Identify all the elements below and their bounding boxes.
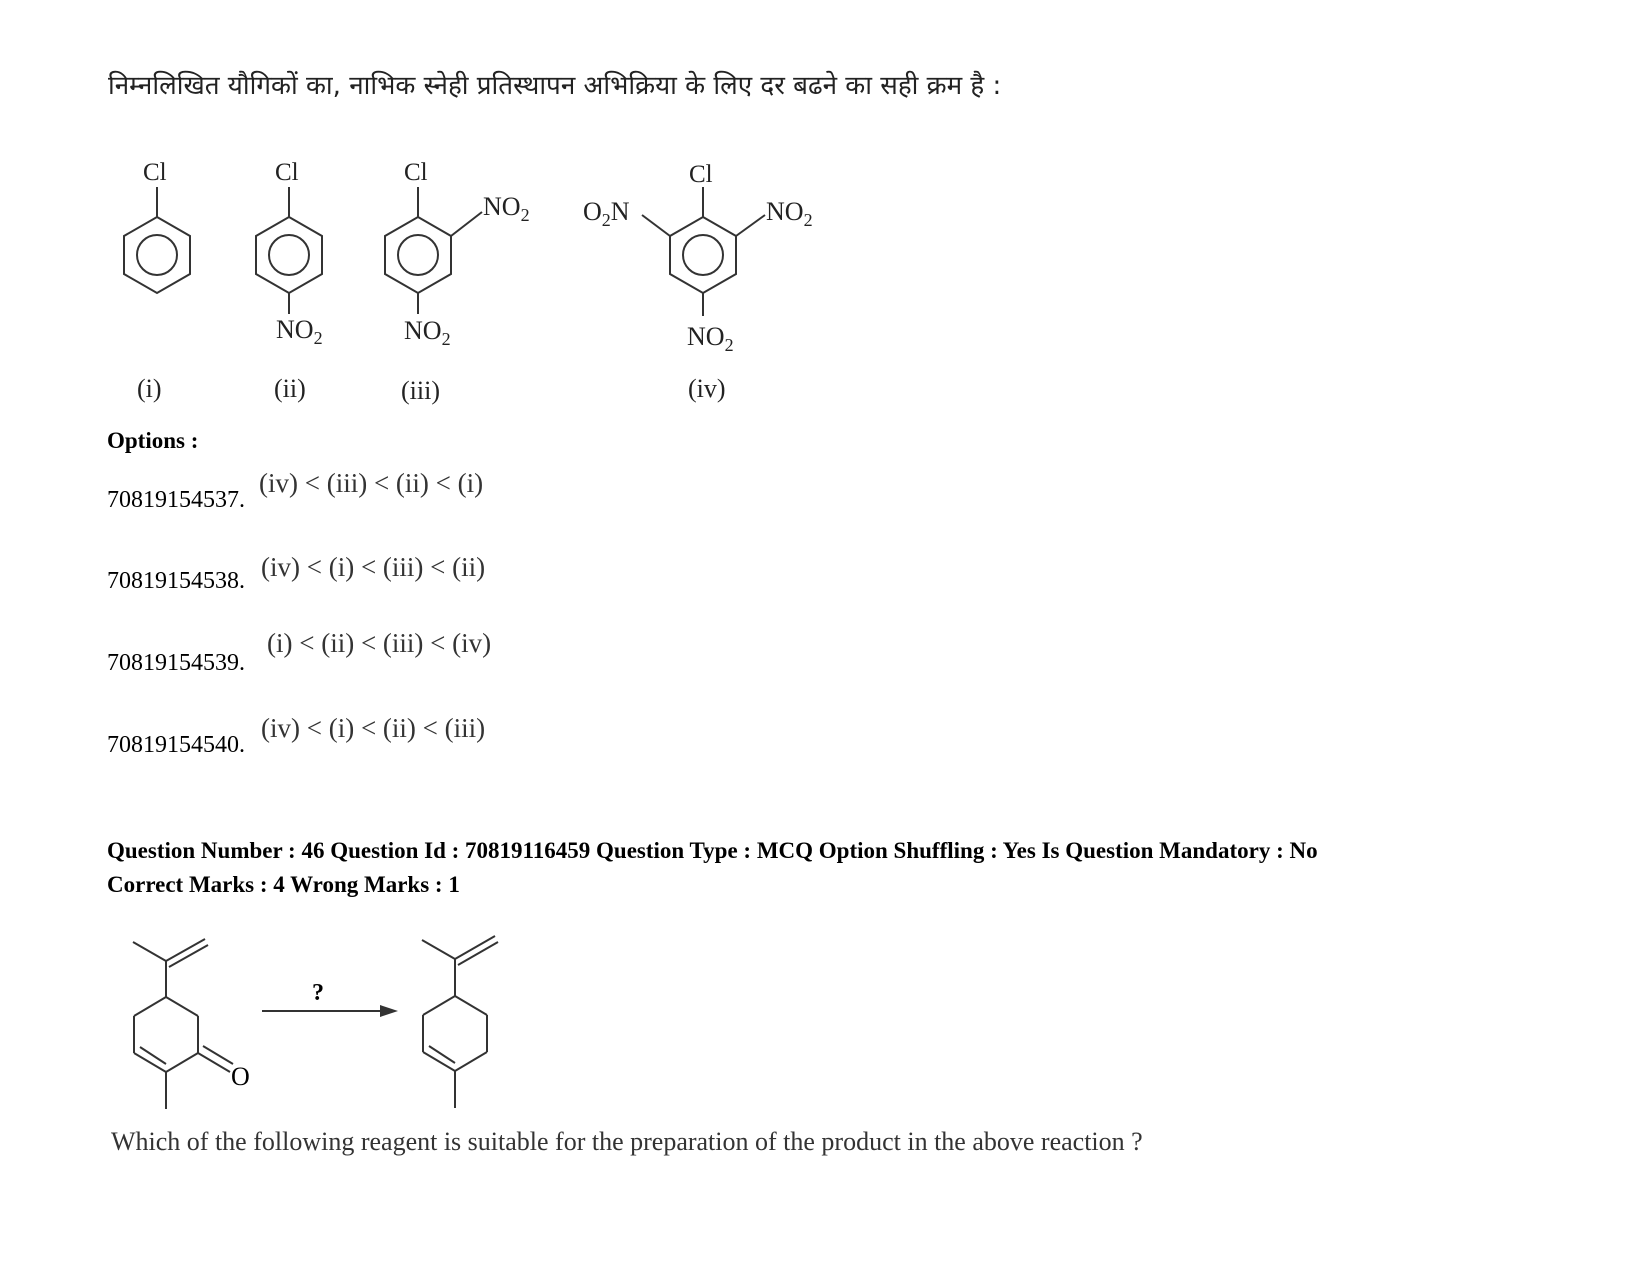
options-label: Options : — [107, 428, 199, 453]
compound-ii-structure — [256, 187, 322, 314]
option-4-text[interactable]: (iv) < (i) < (ii) < (iii) — [261, 713, 486, 743]
compound-i-cl: Cl — [143, 159, 167, 186]
compound-ii-cl: Cl — [275, 159, 299, 186]
compound-structures — [0, 0, 1651, 420]
option-1-text[interactable]: (iv) < (iii) < (ii) < (i) — [259, 468, 484, 498]
compound-i-structure — [124, 187, 190, 293]
compound-ii-label: (ii) — [274, 374, 306, 403]
compound-iv-structure — [642, 187, 765, 316]
compound-iii-label: (iii) — [401, 376, 440, 405]
compound-iv-label: (iv) — [688, 374, 726, 403]
product-structure — [422, 936, 498, 1108]
compound-iii-cl: Cl — [404, 159, 428, 186]
option-2-id: 70819154538. — [107, 568, 245, 594]
compound-iv-no2-para: $NO_2$ — [687, 322, 734, 355]
option-4-id: 70819154540. — [107, 732, 245, 758]
compound-i-label: (i) — [137, 374, 162, 403]
reaction-arrow-head — [380, 1005, 398, 1017]
question-stem: निम्नलिखित यौगिकों का, नाभिक स्नेही प्रतिस्थापन अभिक्रिया के लिए दर बढने का सही क्रम है : — [108, 71, 1002, 101]
question-46-meta-line1: Question Number : 46 Question Id : 70819116459 Question Type : MCQ Option Shuffling : Yes Is Question Mandatory : No — [107, 838, 1318, 863]
compound-iii-no2-side: $NO_2$ — [483, 192, 530, 225]
compound-iii-no2-para: $NO_2$ — [404, 316, 451, 349]
reaction-scheme — [0, 900, 560, 1110]
question-46-text: Which of the following reagent is suitable for the preparation of the product in the above reaction ? — [111, 1127, 1143, 1156]
compound-iv-o2n: $O_2N$ — [583, 197, 630, 230]
reactant-structure — [133, 939, 233, 1109]
option-1-id: 70819154537. — [107, 487, 245, 513]
option-2-text[interactable]: (iv) < (i) < (iii) < (ii) — [261, 552, 486, 582]
compound-ii-no2: $NO_2$ — [276, 315, 323, 348]
compound-iv-cl: Cl — [689, 161, 713, 188]
option-3-text[interactable]: (i) < (ii) < (iii) < (iv) — [267, 628, 492, 658]
option-3-id: 70819154539. — [107, 650, 245, 676]
compound-iv-no2-side: $NO_2$ — [766, 197, 813, 230]
compound-iii-structure — [385, 187, 482, 314]
question-46-meta-line2: Correct Marks : 4 Wrong Marks : 1 — [107, 872, 460, 897]
reaction-arrow-label: ? — [312, 980, 324, 1006]
carbonyl-oxygen: O — [231, 1062, 250, 1091]
